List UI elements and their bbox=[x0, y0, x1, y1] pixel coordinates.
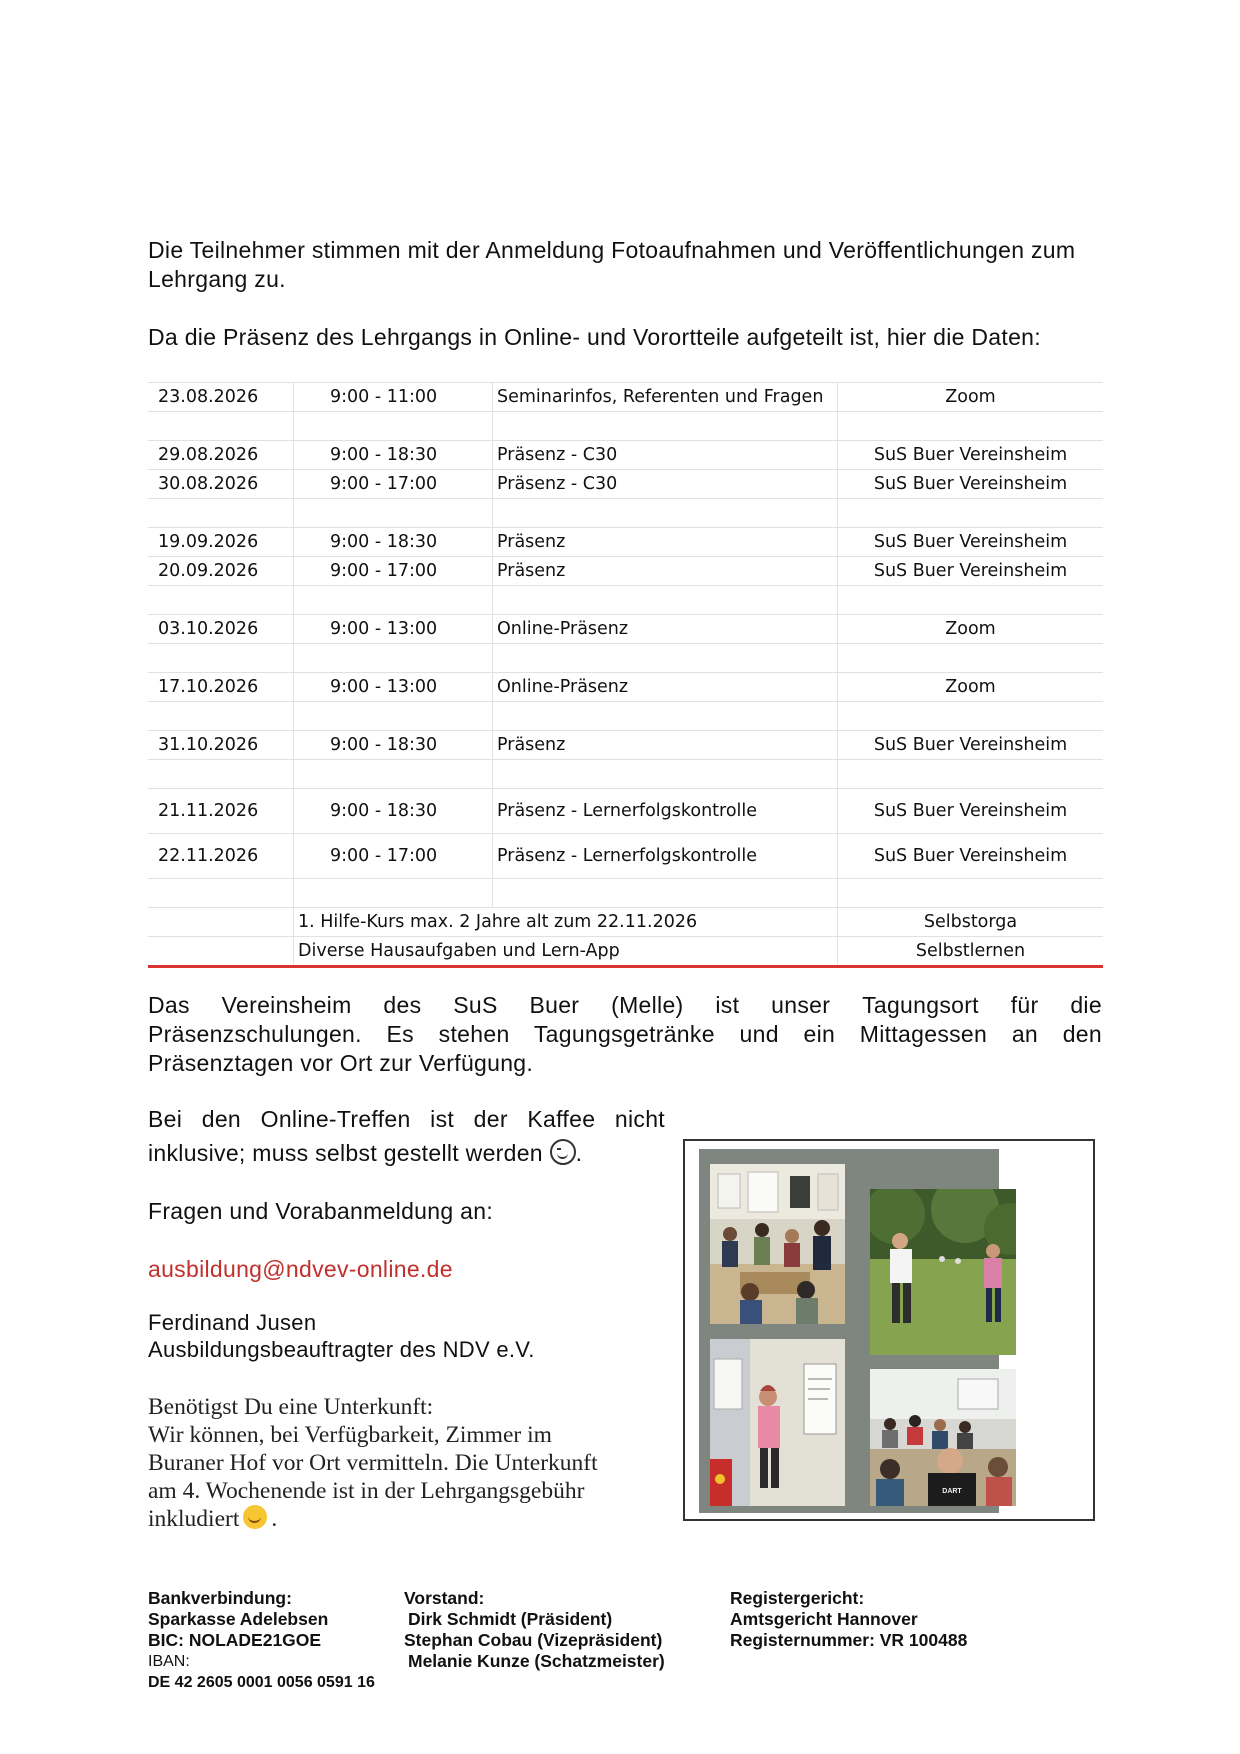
schedule-time bbox=[294, 702, 493, 731]
schedule-topic bbox=[493, 702, 838, 731]
schedule-time: 9:00 - 18:30 bbox=[294, 441, 493, 470]
venue-word: ist bbox=[715, 992, 740, 1018]
schedule-row bbox=[148, 760, 1103, 789]
schedule-place bbox=[838, 702, 1104, 731]
smile-emoji-icon bbox=[243, 1505, 267, 1529]
schedule-topic bbox=[493, 760, 838, 789]
schedule-extra-row bbox=[148, 908, 1103, 937]
schedule-topic bbox=[493, 499, 838, 528]
footer-board bbox=[404, 1588, 665, 1672]
shirt-print-text: DART bbox=[942, 1488, 962, 1495]
footer-bank bbox=[148, 1588, 375, 1693]
schedule-date bbox=[148, 586, 294, 615]
schedule-row bbox=[148, 615, 1103, 644]
photo-outdoor-activity bbox=[870, 1189, 1016, 1355]
schedule-date: 29.08.2026 bbox=[148, 441, 294, 470]
register-court: Amtsgericht Hannover bbox=[730, 1609, 918, 1629]
schedule-topic: Präsenz - C30 bbox=[493, 470, 838, 499]
schedule-row bbox=[148, 834, 1103, 879]
lodging-line-5: inkludiert . bbox=[148, 1506, 278, 1532]
contact-email-link[interactable]: ausbildung@ndvev-online.de bbox=[148, 1256, 453, 1282]
venue-word: unser bbox=[771, 992, 831, 1018]
contact-role: Ausbildungsbeauftragter des NDV e.V. bbox=[148, 1337, 535, 1362]
schedule-place bbox=[838, 760, 1104, 789]
schedule-time: 9:00 - 17:00 bbox=[294, 834, 493, 879]
venue-word: die bbox=[1070, 992, 1102, 1018]
schedule-time: 9:00 - 13:00 bbox=[294, 673, 493, 702]
schedule-row bbox=[148, 702, 1103, 731]
board-member-3: Melanie Kunze (Schatzmeister) bbox=[408, 1651, 665, 1671]
schedule-date bbox=[148, 499, 294, 528]
schedule-date bbox=[148, 879, 294, 908]
schedule-place bbox=[838, 879, 1104, 908]
photo-collage bbox=[699, 1149, 999, 1513]
register-label: Registergericht: bbox=[730, 1588, 865, 1608]
schedule-time: 9:00 - 11:00 bbox=[294, 383, 493, 412]
schedule-topic: Online-Präsenz bbox=[493, 673, 838, 702]
footer-register bbox=[730, 1588, 967, 1651]
lodging-line-2: Wir können, bei Verfügbarkeit, Zimmer im bbox=[148, 1422, 552, 1448]
schedule-topic: Präsenz - C30 bbox=[493, 441, 838, 470]
online-note-line-1: Bei den Online-Treffen ist der Kaffee nicht bbox=[148, 1106, 665, 1132]
board-member-2: Stephan Cobau (Vizepräsident) bbox=[404, 1630, 663, 1650]
schedule-topic bbox=[493, 412, 838, 441]
online-note-line-2: inklusive; muss selbst gestellt werden . bbox=[148, 1140, 583, 1166]
schedule-date bbox=[148, 702, 294, 731]
schedule-date: 19.09.2026 bbox=[148, 528, 294, 557]
register-number: Registernummer: VR 100488 bbox=[730, 1630, 968, 1650]
schedule-date: 17.10.2026 bbox=[148, 673, 294, 702]
schedule-place: SuS Buer Vereinsheim bbox=[838, 528, 1104, 557]
schedule-row bbox=[148, 879, 1103, 908]
schedule-topic: Präsenz bbox=[493, 557, 838, 586]
photo-group-tables bbox=[870, 1369, 1016, 1506]
schedule-date: 23.08.2026 bbox=[148, 383, 294, 412]
schedule-time bbox=[294, 644, 493, 673]
venue-line-2: Präsenzschulungen. Es stehen Tagungsgetränke und ein Mittagessen an den bbox=[148, 1021, 1102, 1047]
schedule-place: SuS Buer Vereinsheim bbox=[838, 557, 1104, 586]
schedule-place bbox=[838, 586, 1104, 615]
venue-word: für bbox=[1010, 992, 1039, 1018]
venue-line-1 bbox=[148, 991, 1102, 1020]
schedule-time bbox=[294, 412, 493, 441]
schedule-row bbox=[148, 789, 1103, 834]
schedule-time bbox=[294, 586, 493, 615]
schedule-date: 03.10.2026 bbox=[148, 615, 294, 644]
venue-word: Buer bbox=[529, 992, 580, 1018]
schedule-time: 9:00 - 17:00 bbox=[294, 470, 493, 499]
schedule-row bbox=[148, 383, 1103, 412]
schedule-extra-text: 1. Hilfe-Kurs max. 2 Jahre alt zum 22.11.2026 bbox=[294, 908, 838, 937]
bank-bic: BIC: NOLADE21GOE bbox=[148, 1630, 322, 1650]
schedule-date bbox=[148, 412, 294, 441]
venue-word: Tagungsort bbox=[862, 992, 979, 1018]
photo-presenter bbox=[710, 1339, 845, 1506]
schedule-time: 9:00 - 17:00 bbox=[294, 557, 493, 586]
schedule-place bbox=[838, 412, 1104, 441]
contact-label: Fragen und Vorabanmeldung an: bbox=[148, 1198, 494, 1224]
schedule-row bbox=[148, 557, 1103, 586]
lodging-line-1: Benötigst Du eine Unterkunft: bbox=[148, 1394, 434, 1420]
bank-name: Sparkasse Adelebsen bbox=[148, 1609, 329, 1629]
schedule-topic: Präsenz bbox=[493, 731, 838, 760]
venue-word: des bbox=[383, 992, 422, 1018]
schedule-extra-empty bbox=[148, 908, 294, 937]
schedule-intro-text: Da die Präsenz des Lehrgangs in Online- und Vorortteile aufgeteilt ist, hier die Daten: bbox=[148, 324, 1041, 350]
lodging-block bbox=[148, 1393, 668, 1533]
lodging-line-4: am 4. Wochenende ist in der Lehrgangsgebühr bbox=[148, 1478, 585, 1504]
schedule-topic: Präsenz - Lernerfolgskontrolle bbox=[493, 834, 838, 879]
schedule-time: 9:00 - 18:30 bbox=[294, 731, 493, 760]
schedule-extra-place: Selbstlernen bbox=[838, 937, 1104, 967]
schedule-place: Zoom bbox=[838, 673, 1104, 702]
schedule-place bbox=[838, 499, 1104, 528]
bank-label: Bankverbindung: bbox=[148, 1588, 292, 1608]
schedule-place: SuS Buer Vereinsheim bbox=[838, 789, 1104, 834]
schedule-body bbox=[148, 383, 1103, 967]
schedule-time bbox=[294, 879, 493, 908]
schedule-topic bbox=[493, 644, 838, 673]
schedule-extra-empty bbox=[148, 937, 294, 967]
schedule-time: 9:00 - 18:30 bbox=[294, 528, 493, 557]
schedule-topic bbox=[493, 586, 838, 615]
schedule-row bbox=[148, 673, 1103, 702]
schedule-place: SuS Buer Vereinsheim bbox=[838, 834, 1104, 879]
bank-iban-label: IBAN: bbox=[148, 1653, 190, 1670]
wink-emoji-icon bbox=[550, 1139, 576, 1165]
schedule-topic: Online-Präsenz bbox=[493, 615, 838, 644]
schedule-row bbox=[148, 412, 1103, 441]
venue-word: Vereinsheim bbox=[221, 992, 352, 1018]
schedule-date bbox=[148, 644, 294, 673]
photo-collage-frame bbox=[683, 1139, 1095, 1521]
lodging-line-3: Buraner Hof vor Ort vermitteln. Die Unterkunft bbox=[148, 1450, 598, 1476]
schedule-topic: Seminarinfos, Referenten und Fragen bbox=[493, 383, 838, 412]
schedule-extra-text: Diverse Hausaufgaben und Lern-App bbox=[294, 937, 838, 967]
schedule-topic bbox=[493, 879, 838, 908]
venue-word: Das bbox=[148, 992, 190, 1018]
schedule-place bbox=[838, 644, 1104, 673]
schedule-place: SuS Buer Vereinsheim bbox=[838, 470, 1104, 499]
schedule-date: 20.09.2026 bbox=[148, 557, 294, 586]
schedule-row bbox=[148, 731, 1103, 760]
schedule-topic: Präsenz - Lernerfolgskontrolle bbox=[493, 789, 838, 834]
schedule-row bbox=[148, 528, 1103, 557]
consent-text: Die Teilnehmer stimmen mit der Anmeldung Fotoaufnahmen und Veröffentlichungen zum Lehrgang zu. bbox=[148, 237, 1076, 292]
schedule-table bbox=[148, 382, 1103, 968]
venue-word: (Melle) bbox=[611, 992, 684, 1018]
schedule-place: Zoom bbox=[838, 383, 1104, 412]
schedule-date: 31.10.2026 bbox=[148, 731, 294, 760]
board-member-1: Dirk Schmidt (Präsident) bbox=[408, 1609, 613, 1629]
photo-seminar-room bbox=[710, 1164, 845, 1324]
schedule-topic: Präsenz bbox=[493, 528, 838, 557]
venue-word: SuS bbox=[453, 992, 498, 1018]
venue-line-3: Präsenztagen vor Ort zur Verfügung. bbox=[148, 1050, 534, 1076]
schedule-place: SuS Buer Vereinsheim bbox=[838, 731, 1104, 760]
contact-name: Ferdinand Jusen bbox=[148, 1310, 317, 1335]
schedule-row bbox=[148, 441, 1103, 470]
schedule-date bbox=[148, 760, 294, 789]
schedule-time: 9:00 - 18:30 bbox=[294, 789, 493, 834]
schedule-date: 30.08.2026 bbox=[148, 470, 294, 499]
bank-iban: DE 42 2605 0001 0056 0591 16 bbox=[148, 1674, 375, 1691]
board-label: Vorstand: bbox=[404, 1588, 485, 1608]
schedule-date: 21.11.2026 bbox=[148, 789, 294, 834]
schedule-place: Zoom bbox=[838, 615, 1104, 644]
schedule-place: SuS Buer Vereinsheim bbox=[838, 441, 1104, 470]
schedule-row bbox=[148, 644, 1103, 673]
schedule-row bbox=[148, 586, 1103, 615]
schedule-extra-place: Selbstorga bbox=[838, 908, 1104, 937]
schedule-row bbox=[148, 470, 1103, 499]
schedule-date: 22.11.2026 bbox=[148, 834, 294, 879]
schedule-time bbox=[294, 499, 493, 528]
schedule-row bbox=[148, 499, 1103, 528]
schedule-time: 9:00 - 13:00 bbox=[294, 615, 493, 644]
schedule-extra-row bbox=[148, 937, 1103, 967]
schedule-time bbox=[294, 760, 493, 789]
